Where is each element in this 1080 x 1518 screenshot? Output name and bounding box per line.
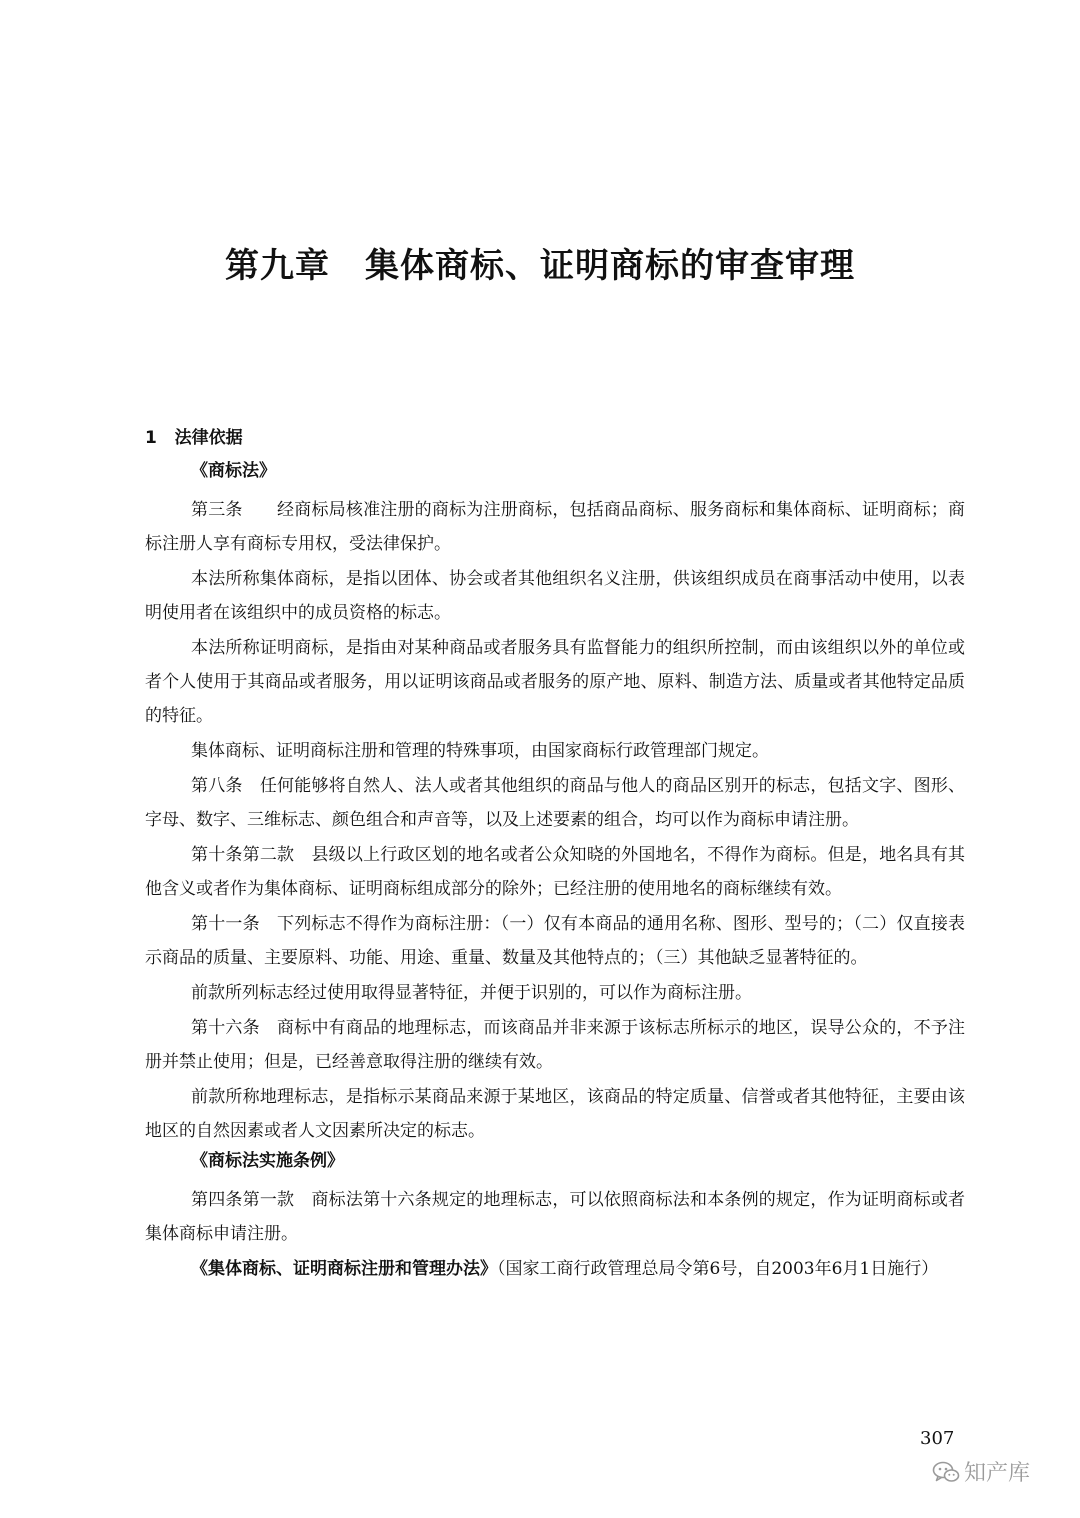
article-number: 第四条第一款 [191,1190,295,1210]
article-text: 商标中有商品的地理标志，而该商品并非来源于该标志所标示的地区，误导公众的，不予注册并禁止使用；但是，已经善意取得注册的继续有效。 [145,1018,966,1072]
article-paragraph [145,734,965,768]
wechat-icon [932,1460,960,1484]
article-text: 商标法第十六条规定的地理标志，可以依照商标法和本条例的规定，作为证明商标或者集体商标申请注册。 [145,1190,966,1244]
article-text: 下列标志不得作为商标注册：（一）仅有本商品的通用名称、图形、型号的；（二）仅直接表示商品的质量、主要原料、功能、用途、重量、数量及其他特点的；（三）其他缺乏显著特征的。 [145,914,966,968]
article-paragraph [145,769,965,837]
article-paragraph [145,631,965,733]
section-heading [145,426,965,450]
watermark [932,1456,1030,1487]
law-heading-trademark-law: 《商标法》 [191,461,276,481]
article-paragraph [145,493,965,561]
chapter-title: 第九章 集体商标、证明商标的审查审理 [225,246,855,286]
page-number: 307 [920,1428,955,1449]
article-number: 第三条 [191,500,243,520]
article-paragraph [145,1183,965,1251]
article-paragraph [145,1080,965,1148]
article-text: 经商标局核准注册的商标为注册商标，包括商品商标、服务商标和集体商标、证明商标；商标注册人享有商标专用权，受法律保护。 [145,500,966,554]
article-text: 县级以上行政区划的地名或者公众知晓的外国地名，不得作为商标。但是，地名具有其他含义或者作为集体商标、证明商标组成部分的除外；已经注册的使用地名的商标继续有效。 [145,845,966,899]
article-text: 任何能够将自然人、法人或者其他组织的商品与他人的商品区别开的标志，包括文字、图形、字母、数字、三维标志、颜色组合和声音等，以及上述要素的组合，均可以作为商标申请注册。 [145,776,966,830]
document-body [145,426,965,1287]
law-note: （国家工商行政管理总局令第6号，自2003年6月1日施行） [497,1259,939,1279]
article-text: 前款所列标志经过使用取得显著特征，并便于识别的，可以作为商标注册。 [191,983,752,1003]
watermark-text: 知产库 [964,1461,1031,1486]
article-paragraph [145,976,965,1010]
law-heading-measures [145,1252,965,1286]
law-title: 《集体商标、证明商标注册和管理办法》 [191,1259,497,1279]
article-paragraph [145,1011,965,1079]
article-text: 本法所称集体商标，是指以团体、协会或者其他组织名义注册，供该组织成员在商事活动中使用，以表明使用者在该组织中的成员资格的标志。 [145,569,965,623]
article-paragraph [145,838,965,906]
article-text: 集体商标、证明商标注册和管理的特殊事项，由国家商标行政管理部门规定。 [191,741,769,761]
section-number: 1 [145,428,157,448]
article-text: 前款所称地理标志，是指标示某商品来源于某地区，该商品的特定质量、信誉或者其他特征，主要由该地区的自然因素或者人文因素所决定的标志。 [145,1087,965,1141]
article-number: 第八条 [191,776,243,796]
article-number: 第十六条 [191,1018,260,1038]
section-title: 法律依据 [174,428,243,448]
law-heading-implementing-regulations: 《商标法实施条例》 [191,1151,344,1171]
article-paragraph [145,562,965,630]
article-number: 第十条第二款 [191,845,295,865]
article-paragraph [145,907,965,975]
article-number: 第十一条 [191,914,260,934]
article-text: 本法所称证明商标，是指由对某种商品或者服务具有监督能力的组织所控制，而由该组织以外的单位或者个人使用于其商品或者服务，用以证明该商品或者服务的原产地、原料、制造方法、质量或者其他特定品质的特征。 [145,638,965,726]
